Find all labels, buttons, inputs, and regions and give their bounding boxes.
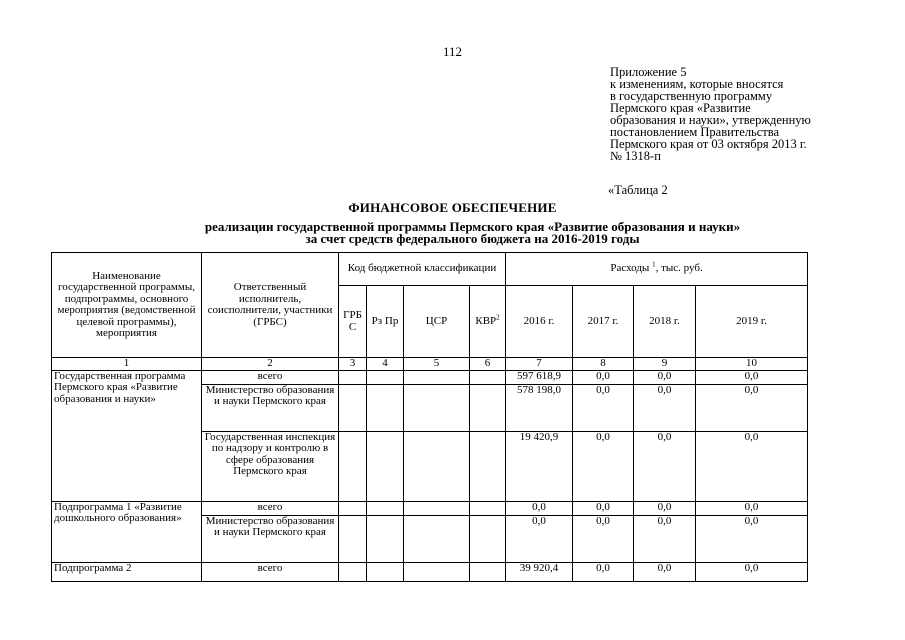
cell-2016: 597 618,9 xyxy=(506,370,573,384)
row-name-subprogram-2: Подпрограмма 2 xyxy=(52,562,202,581)
appendix-note xyxy=(610,66,900,162)
cell-kvr xyxy=(470,501,506,515)
header-expenses-unit: , тыс. руб. xyxy=(655,262,703,275)
cell-2018: 0,0 xyxy=(634,501,696,515)
header-year-2019: 2019 г. xyxy=(696,286,808,358)
cell-grbs xyxy=(339,515,367,562)
cell-2018: 0,0 xyxy=(634,562,696,581)
appendix-line: в государственную программу xyxy=(610,89,773,103)
cell-csr xyxy=(404,562,470,581)
cell-rzpr xyxy=(367,431,404,501)
cell-2016: 578 198,0 xyxy=(506,384,573,431)
row-executor: Министерство образования и науки Пермского края xyxy=(202,384,339,431)
subtitle-line: реализации государственной программы Пермского края «Развитие образования и науки» xyxy=(204,219,741,234)
appendix-line: Пермского края «Развитие xyxy=(610,101,751,115)
cell-rzpr xyxy=(367,562,404,581)
cell-kvr xyxy=(470,384,506,431)
column-number-row xyxy=(52,358,808,371)
document-title: ФИНАНСОВОЕ ОБЕСПЕЧЕНИЕ xyxy=(348,200,557,215)
header-year-2016: 2016 г. xyxy=(506,286,573,358)
cell-2017: 0,0 xyxy=(573,431,634,501)
cell-2017: 0,0 xyxy=(573,370,634,384)
header-grbs: ГРБ С xyxy=(339,286,367,358)
cell-grbs xyxy=(339,370,367,384)
cell-2019: 0,0 xyxy=(696,515,808,562)
cell-kvr xyxy=(470,515,506,562)
header-expenses-label: Расходы xyxy=(610,262,650,275)
cell-2017: 0,0 xyxy=(573,515,634,562)
cell-2019: 0,0 xyxy=(696,370,808,384)
appendix-line: № 1318-п xyxy=(610,149,661,163)
cell-2016: 39 920,4 xyxy=(506,562,573,581)
column-number: 10 xyxy=(696,358,808,371)
header-kvr-label: КВР xyxy=(475,314,497,327)
appendix-line: Приложение 5 xyxy=(610,65,687,79)
cell-kvr xyxy=(470,370,506,384)
cell-2017: 0,0 xyxy=(573,501,634,515)
cell-2019: 0,0 xyxy=(696,431,808,501)
header-code-group: Код бюджетной классификации xyxy=(339,253,506,286)
cell-grbs xyxy=(339,501,367,515)
document-subtitle xyxy=(0,221,905,245)
column-number: 4 xyxy=(367,358,404,371)
row-executor: всего xyxy=(202,370,339,384)
header-rzpr: Рз Пр xyxy=(367,286,404,358)
row-executor: всего xyxy=(202,501,339,515)
table-row xyxy=(52,562,808,581)
header-year-2018: 2018 г. xyxy=(634,286,696,358)
cell-grbs xyxy=(339,431,367,501)
cell-csr xyxy=(404,370,470,384)
cell-2018: 0,0 xyxy=(634,515,696,562)
header-year-2017: 2017 г. xyxy=(573,286,634,358)
appendix-line: к изменениям, которые вносятся xyxy=(610,77,784,91)
financing-table xyxy=(51,252,808,582)
cell-2017: 0,0 xyxy=(573,384,634,431)
header-executor: Ответственный исполнитель, соисполнители, участники (ГРБС) xyxy=(202,253,339,358)
cell-kvr xyxy=(470,431,506,501)
column-number: 2 xyxy=(202,358,339,371)
row-executor: всего xyxy=(202,562,339,581)
column-number: 1 xyxy=(52,358,202,371)
cell-2019: 0,0 xyxy=(696,562,808,581)
appendix-line: образования и науки», утвержденную xyxy=(610,113,811,127)
cell-csr xyxy=(404,384,470,431)
cell-2018: 0,0 xyxy=(634,370,696,384)
table-row xyxy=(52,370,808,384)
cell-rzpr xyxy=(367,384,404,431)
header-expenses-footnote: 1 xyxy=(652,260,656,269)
cell-rzpr xyxy=(367,370,404,384)
header-expenses xyxy=(506,253,808,286)
row-name-subprogram-1: Подпрограмма 1 «Развитие дошкольного образования» xyxy=(52,501,202,562)
cell-kvr xyxy=(470,562,506,581)
cell-2016: 0,0 xyxy=(506,501,573,515)
cell-2018: 0,0 xyxy=(634,384,696,431)
column-number: 5 xyxy=(404,358,470,371)
table-mark: «Таблица 2 xyxy=(608,183,668,197)
cell-2019: 0,0 xyxy=(696,384,808,431)
cell-2019: 0,0 xyxy=(696,501,808,515)
column-number: 3 xyxy=(339,358,367,371)
table-row xyxy=(52,501,808,515)
header-name: Наименование государственной программы, подпрограммы, основного мероприятия (ведомственной целевой программы), мероприятия xyxy=(52,253,202,358)
column-number: 7 xyxy=(506,358,573,371)
cell-2016: 19 420,9 xyxy=(506,431,573,501)
appendix-line: Пермского края от 03 октября 2013 г. xyxy=(610,137,807,151)
header-kvr xyxy=(470,286,506,358)
subtitle-line: за счет средств федерального бюджета на 2016-2019 годы xyxy=(305,231,640,246)
column-number: 8 xyxy=(573,358,634,371)
header-kvr-footnote: 2 xyxy=(496,313,500,322)
cell-csr xyxy=(404,501,470,515)
cell-grbs xyxy=(339,384,367,431)
row-executor: Министерство образования и науки Пермского края xyxy=(202,515,339,562)
column-number: 9 xyxy=(634,358,696,371)
header-csr: ЦСР xyxy=(404,286,470,358)
page-number: 112 xyxy=(442,44,463,59)
cell-csr xyxy=(404,431,470,501)
row-name-program: Государственная программа Пермского края «Развитие образования и науки» xyxy=(52,370,202,501)
column-number: 6 xyxy=(470,358,506,371)
row-executor: Государственная инспекция по надзору и контролю в сфере образования Пермского края xyxy=(202,431,339,501)
cell-2017: 0,0 xyxy=(573,562,634,581)
cell-2018: 0,0 xyxy=(634,431,696,501)
cell-rzpr xyxy=(367,515,404,562)
cell-rzpr xyxy=(367,501,404,515)
cell-2016: 0,0 xyxy=(506,515,573,562)
cell-csr xyxy=(404,515,470,562)
cell-grbs xyxy=(339,562,367,581)
appendix-line: постановлением Правительства xyxy=(610,125,780,139)
